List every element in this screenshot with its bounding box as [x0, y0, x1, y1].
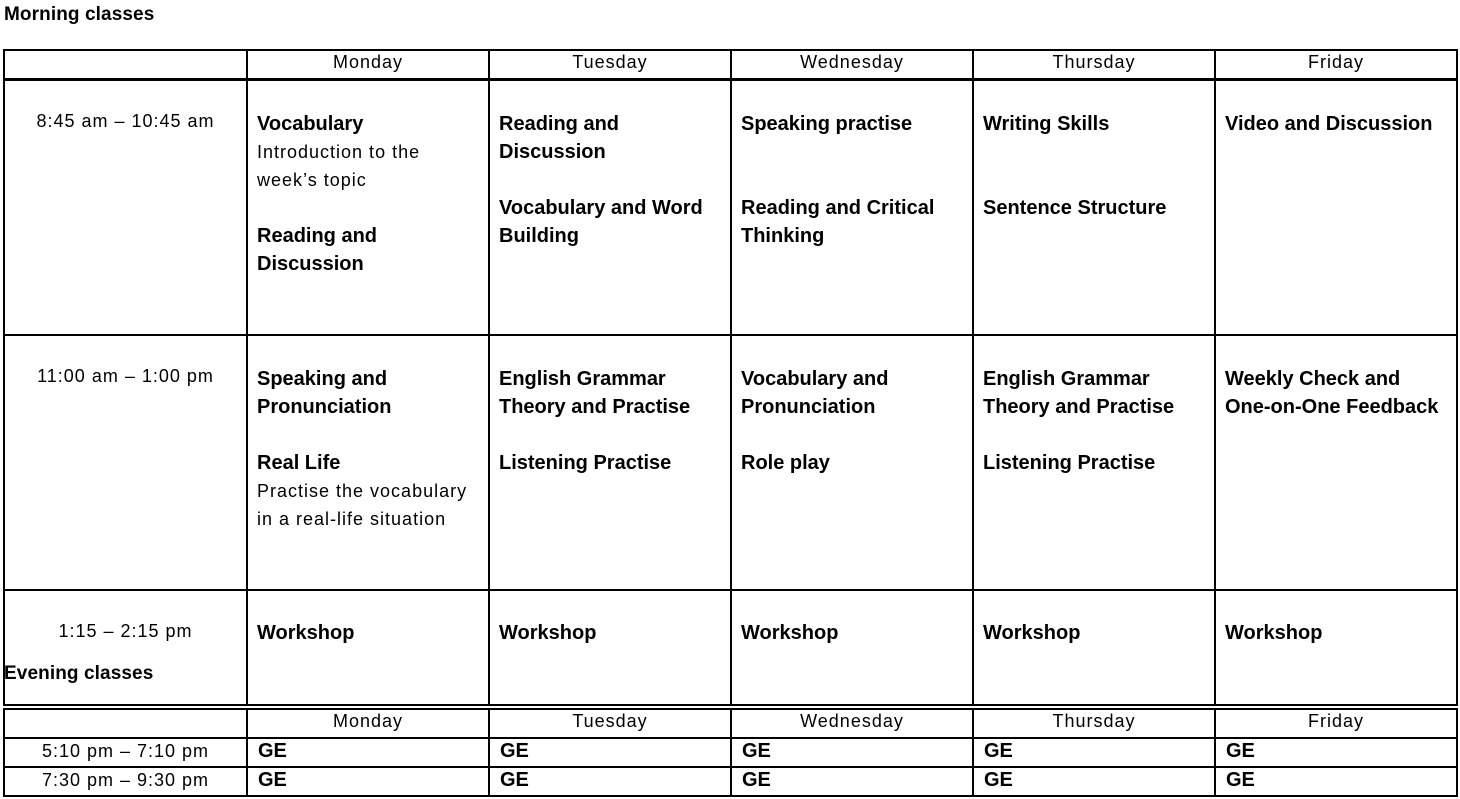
day-header-monday: Monday	[247, 50, 489, 80]
class-description	[983, 138, 1206, 166]
class-item	[741, 365, 964, 421]
class-cell-content	[974, 591, 1214, 647]
class-cell	[1215, 335, 1457, 590]
class-cell-content	[732, 591, 972, 647]
evening-header-row	[4, 709, 1457, 738]
morning-row-2	[4, 335, 1457, 590]
class-description: Practise the vocabulary in a real-life situation	[257, 481, 468, 529]
class-item	[741, 110, 964, 166]
day-header-monday: Monday	[247, 709, 489, 738]
time-slot-cell: 8:45 am – 10:45 am	[4, 80, 247, 336]
class-cell: GE	[1215, 767, 1457, 796]
class-item	[257, 110, 480, 194]
class-title: Reading and Critical Thinking	[741, 197, 935, 247]
class-cell: GE	[247, 767, 489, 796]
class-item	[1225, 619, 1448, 647]
class-item	[983, 365, 1206, 421]
class-item	[983, 449, 1206, 477]
class-cell-content	[490, 336, 730, 477]
day-header-tuesday: Tuesday	[489, 50, 731, 80]
class-cell: GE	[731, 738, 973, 767]
day-header-wednesday: Wednesday	[731, 709, 973, 738]
time-slot-cell: 5:10 pm – 7:10 pm	[4, 738, 247, 767]
class-cell-content	[732, 336, 972, 477]
class-title: Workshop	[257, 622, 355, 644]
class-cell-content	[1216, 591, 1456, 647]
class-title: English Grammar Theory and Practise	[499, 368, 691, 418]
class-item	[741, 194, 964, 250]
class-cell	[247, 590, 489, 705]
class-item	[499, 619, 722, 647]
class-item	[1225, 110, 1448, 138]
class-title: Role play	[741, 452, 830, 474]
day-header-friday: Friday	[1215, 709, 1457, 738]
class-cell: GE	[489, 738, 731, 767]
class-cell: GE	[1215, 738, 1457, 767]
time-slot-cell: 11:00 am – 1:00 pm	[4, 335, 247, 590]
class-cell	[489, 80, 731, 336]
class-cell	[1215, 80, 1457, 336]
class-title: Real Life	[257, 452, 341, 474]
time-header-cell	[4, 50, 247, 80]
morning-schedule-table	[3, 49, 1458, 706]
class-item	[983, 619, 1206, 647]
class-title: Vocabulary and Pronunciation	[741, 368, 889, 418]
class-item	[741, 619, 964, 647]
day-header-thursday: Thursday	[973, 50, 1215, 80]
class-cell: GE	[247, 738, 489, 767]
class-item	[257, 449, 480, 533]
class-cell	[973, 80, 1215, 336]
class-title: Speaking and Pronunciation	[257, 368, 392, 418]
evening-classes-heading: Evening classes	[4, 663, 154, 684]
class-item	[741, 449, 964, 477]
class-title: Workshop	[499, 622, 597, 644]
class-cell	[489, 335, 731, 590]
class-cell-content	[732, 81, 972, 250]
class-title: Sentence Structure	[983, 197, 1167, 219]
class-cell	[489, 590, 731, 705]
class-title: Writing Skills	[983, 113, 1110, 135]
class-cell	[731, 590, 973, 705]
class-item	[499, 449, 722, 477]
day-header-tuesday: Tuesday	[489, 709, 731, 738]
class-cell	[731, 335, 973, 590]
class-cell	[247, 80, 489, 336]
class-cell: GE	[973, 738, 1215, 767]
class-cell	[731, 80, 973, 336]
class-item	[499, 110, 722, 166]
day-header-friday: Friday	[1215, 50, 1457, 80]
class-cell-content	[1216, 336, 1456, 421]
class-title: Vocabulary	[257, 113, 364, 135]
class-cell-content	[1216, 81, 1456, 138]
evening-row-2	[4, 767, 1457, 796]
evening-schedule-table	[3, 708, 1458, 797]
class-title: Listening Practise	[983, 452, 1156, 474]
class-title: English Grammar Theory and Practise	[983, 368, 1175, 418]
morning-classes-heading: Morning classes	[4, 4, 155, 25]
class-item	[983, 194, 1206, 222]
class-title: Video and Discussion	[1225, 113, 1433, 135]
class-title: Weekly Check and One-on-One Feedback	[1225, 368, 1439, 418]
class-item	[257, 365, 480, 421]
class-item	[499, 194, 722, 250]
morning-row-1	[4, 80, 1457, 336]
time-slot-cell: 1:15 – 2:15 pm	[4, 590, 247, 705]
class-cell-content	[490, 591, 730, 647]
class-title: Listening Practise	[499, 452, 672, 474]
class-cell	[247, 335, 489, 590]
class-cell	[973, 590, 1215, 705]
day-header-thursday: Thursday	[973, 709, 1215, 738]
class-cell-content	[490, 81, 730, 250]
class-item	[983, 110, 1206, 166]
morning-row-3	[4, 590, 1457, 705]
class-cell	[1215, 590, 1457, 705]
class-cell-content	[974, 336, 1214, 477]
class-title: Reading and Discussion	[257, 225, 378, 275]
class-title: Vocabulary and Word Building	[499, 197, 703, 247]
time-slot-cell: 7:30 pm – 9:30 pm	[4, 767, 247, 796]
class-cell-content	[248, 591, 488, 647]
class-item	[257, 222, 480, 278]
day-header-wednesday: Wednesday	[731, 50, 973, 80]
class-item	[1225, 365, 1448, 421]
class-cell-content	[248, 336, 488, 533]
class-title: Workshop	[741, 622, 839, 644]
class-cell: GE	[489, 767, 731, 796]
class-cell-content	[974, 81, 1214, 222]
class-title: Reading and Discussion	[499, 113, 620, 163]
class-cell	[973, 335, 1215, 590]
class-title: Speaking practise	[741, 113, 913, 135]
class-title: Workshop	[983, 622, 1081, 644]
class-item	[499, 365, 722, 421]
morning-header-row	[4, 50, 1457, 80]
class-title: Workshop	[1225, 622, 1323, 644]
class-description: Introduction to the week’s topic	[257, 142, 421, 190]
evening-row-1	[4, 738, 1457, 767]
class-item	[257, 619, 480, 647]
class-cell-content	[248, 81, 488, 278]
time-header-cell	[4, 709, 247, 738]
class-cell: GE	[731, 767, 973, 796]
class-cell: GE	[973, 767, 1215, 796]
class-description	[741, 138, 964, 166]
